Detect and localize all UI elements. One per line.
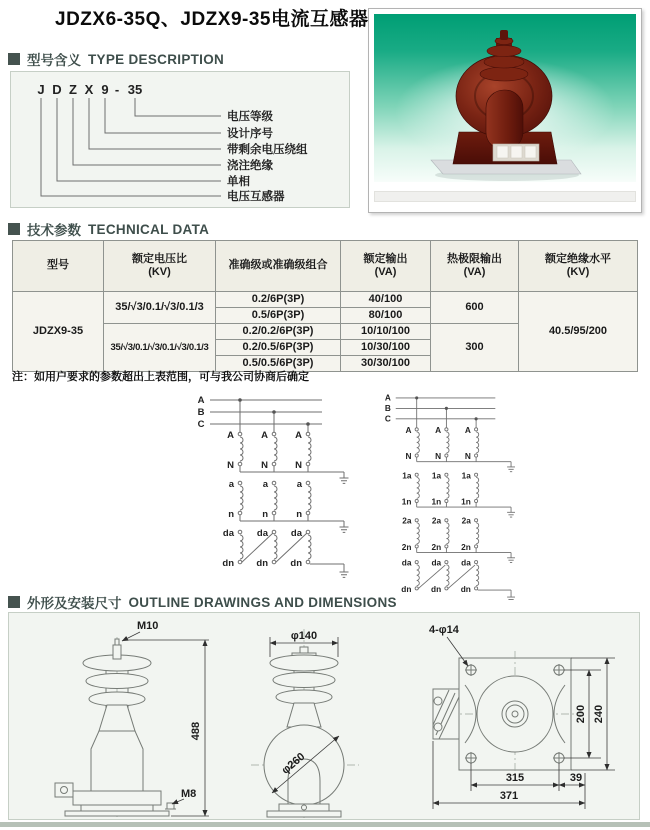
col-output: 额定输出 (VA) bbox=[341, 241, 431, 292]
cell-ratio-2: 35/√3/0.1/√3/0.1/√3/0.1/3 bbox=[104, 324, 216, 372]
cell-accuracy: 0.2/0.2/6P(3P) bbox=[216, 324, 341, 340]
svg-text:D: D bbox=[52, 82, 62, 97]
svg-text:N: N bbox=[464, 451, 471, 462]
col-ratio: 额定电压比 (KV) bbox=[104, 241, 216, 292]
cell-output: 40/100 bbox=[341, 292, 431, 308]
svg-text:dn: dn bbox=[460, 583, 471, 594]
cell-output: 30/30/100 bbox=[341, 356, 431, 372]
photo-caption-strip bbox=[374, 191, 636, 202]
section-bullet-icon bbox=[8, 223, 20, 235]
svg-text:2a: 2a bbox=[402, 515, 412, 526]
svg-text:N: N bbox=[405, 451, 412, 462]
front-view bbox=[55, 620, 209, 817]
svg-text:设计序号: 设计序号 bbox=[227, 128, 273, 140]
dim-39: 39 bbox=[569, 772, 583, 784]
section-title-en: TECHNICAL DATA bbox=[88, 221, 210, 237]
svg-text:A: A bbox=[464, 424, 471, 435]
svg-text:N: N bbox=[295, 460, 302, 471]
svg-text:dn: dn bbox=[290, 558, 302, 569]
svg-text:-: - bbox=[114, 82, 120, 97]
svg-text:n: n bbox=[296, 509, 302, 520]
svg-text:da: da bbox=[461, 557, 471, 568]
type-labels bbox=[227, 109, 308, 203]
section-title-zh: 型号含义 bbox=[27, 53, 81, 68]
svg-text:2n: 2n bbox=[431, 541, 442, 552]
table-row bbox=[13, 292, 638, 308]
type-connector-lines bbox=[41, 98, 221, 196]
cell-accuracy: 0.5/0.5/6P(3P) bbox=[216, 356, 341, 372]
svg-text:电压等级: 电压等级 bbox=[227, 111, 273, 123]
cell-thermal-2: 300 bbox=[431, 324, 519, 372]
svg-text:1n: 1n bbox=[431, 496, 442, 507]
col-thermal: 热极限输出 (VA) bbox=[431, 241, 519, 292]
svg-text:2a: 2a bbox=[461, 515, 471, 526]
table-header-row bbox=[13, 241, 638, 292]
section-bullet-icon bbox=[8, 596, 20, 608]
col-insulation: 额定绝缘水平 (KV) bbox=[519, 241, 638, 292]
svg-text:2n: 2n bbox=[461, 541, 471, 552]
cell-accuracy: 0.2/6P(3P) bbox=[216, 292, 341, 308]
outline-drawings-panel bbox=[8, 612, 640, 820]
svg-text:2a: 2a bbox=[431, 515, 442, 526]
svg-text:1a: 1a bbox=[431, 470, 442, 481]
section-type-description bbox=[8, 49, 224, 69]
svg-text:A: A bbox=[295, 430, 302, 441]
section-bullet-icon bbox=[8, 53, 20, 65]
dim-m10: M10 bbox=[137, 620, 159, 632]
svg-text:电压互感器: 电压互感器 bbox=[227, 191, 285, 203]
svg-text:A: A bbox=[197, 395, 205, 406]
svg-text:C: C bbox=[197, 419, 205, 430]
svg-text:X: X bbox=[84, 82, 94, 97]
svg-text:a: a bbox=[228, 479, 234, 490]
insulator-shed bbox=[484, 56, 524, 68]
side-view bbox=[251, 629, 359, 818]
svg-text:1a: 1a bbox=[402, 470, 412, 481]
svg-text:J: J bbox=[37, 82, 45, 97]
col-accuracy: 准确级或准确级组合 bbox=[216, 241, 341, 292]
svg-text:A: A bbox=[227, 430, 234, 441]
svg-text:n: n bbox=[228, 509, 234, 520]
section-title-zh: 外形及安装尺寸 bbox=[27, 596, 122, 611]
svg-text:1n: 1n bbox=[461, 496, 471, 507]
insulator-shed bbox=[487, 46, 521, 57]
svg-text:9: 9 bbox=[101, 82, 109, 97]
cell-insulation: 40.5/95/200 bbox=[519, 292, 638, 372]
dim-488: 488 bbox=[190, 721, 202, 741]
cell-model: JDZX9-35 bbox=[13, 292, 104, 372]
plan-view bbox=[429, 624, 615, 809]
svg-text:dn: dn bbox=[256, 558, 268, 569]
dim-4phi14: 4-φ14 bbox=[429, 624, 459, 636]
svg-text:dn: dn bbox=[431, 583, 442, 594]
svg-text:a: a bbox=[296, 479, 302, 490]
dim-phi140: φ140 bbox=[290, 630, 318, 642]
type-designation-panel bbox=[10, 71, 350, 208]
technical-data-table bbox=[12, 240, 638, 372]
insulator-shed bbox=[480, 67, 528, 81]
svg-text:1n: 1n bbox=[401, 496, 412, 507]
svg-text:da: da bbox=[222, 528, 234, 539]
svg-text:da: da bbox=[290, 528, 302, 539]
transformer-product-image bbox=[419, 22, 591, 182]
svg-text:da: da bbox=[431, 557, 442, 568]
svg-text:B: B bbox=[197, 407, 205, 418]
dim-m8: M8 bbox=[181, 788, 197, 800]
svg-text:N: N bbox=[227, 460, 234, 471]
svg-text:A: A bbox=[261, 430, 268, 441]
svg-text:C: C bbox=[384, 413, 391, 424]
cell-ratio-1: 35/√3/0.1/√3/0.1/3 bbox=[104, 292, 216, 324]
outline-drawings bbox=[9, 613, 639, 819]
product-photo bbox=[374, 14, 636, 182]
col-model: 型号 bbox=[13, 241, 104, 292]
svg-text:dn: dn bbox=[401, 583, 412, 594]
dim-315: 315 bbox=[505, 772, 525, 784]
svg-text:n: n bbox=[262, 509, 268, 520]
svg-text:浇注绝缘: 浇注绝缘 bbox=[227, 160, 273, 172]
product-photo-frame bbox=[368, 8, 642, 213]
svg-text:带剩余电压绕组: 带剩余电压绕组 bbox=[227, 144, 308, 156]
section-outline-drawings bbox=[8, 592, 397, 612]
dim-200: 200 bbox=[575, 704, 587, 724]
page-title: JDZX6-35Q、JDZX9-35电流互感器 bbox=[55, 9, 369, 30]
wiring-diagram-left bbox=[192, 388, 362, 578]
table-note: 注：如用户要求的参数超出上表范围，可与我公司协商后确定 bbox=[12, 371, 309, 383]
svg-text:35: 35 bbox=[127, 82, 143, 97]
cell-output: 10/30/100 bbox=[341, 340, 431, 356]
svg-text:A: A bbox=[435, 424, 442, 435]
svg-text:da: da bbox=[256, 528, 268, 539]
svg-text:单相: 单相 bbox=[227, 176, 250, 188]
type-designation-diagram bbox=[11, 72, 349, 207]
dim-240: 240 bbox=[593, 704, 605, 724]
section-title-en: TYPE DESCRIPTION bbox=[88, 51, 225, 67]
svg-text:da: da bbox=[401, 557, 412, 568]
svg-text:2n: 2n bbox=[401, 541, 412, 552]
section-title-en: OUTLINE DRAWINGS AND DIMENSIONS bbox=[128, 594, 397, 610]
svg-text:N: N bbox=[435, 451, 442, 462]
svg-text:Z: Z bbox=[69, 82, 77, 97]
dim-phi260: φ260 bbox=[279, 750, 308, 777]
svg-text:B: B bbox=[384, 403, 391, 413]
section-technical-data bbox=[8, 219, 209, 239]
terminal-stud bbox=[500, 30, 508, 40]
svg-text:A: A bbox=[405, 424, 412, 435]
type-code bbox=[37, 82, 142, 97]
front-column bbox=[486, 90, 523, 150]
svg-text:A: A bbox=[384, 392, 391, 403]
svg-text:dn: dn bbox=[222, 558, 234, 569]
wiring-diagram-right bbox=[380, 388, 546, 600]
page-footer-rule bbox=[0, 822, 650, 827]
cell-output: 10/10/100 bbox=[341, 324, 431, 340]
svg-text:N: N bbox=[261, 460, 268, 471]
wiring-diagrams bbox=[0, 388, 650, 600]
cell-thermal-1: 600 bbox=[431, 292, 519, 324]
dim-371: 371 bbox=[499, 790, 519, 802]
svg-text:1a: 1a bbox=[461, 470, 471, 481]
cell-accuracy: 0.2/0.5/6P(3P) bbox=[216, 340, 341, 356]
section-title-zh: 技术参数 bbox=[27, 223, 81, 238]
cell-output: 80/100 bbox=[341, 308, 431, 324]
svg-text:a: a bbox=[262, 479, 268, 490]
cell-accuracy: 0.5/6P(3P) bbox=[216, 308, 341, 324]
